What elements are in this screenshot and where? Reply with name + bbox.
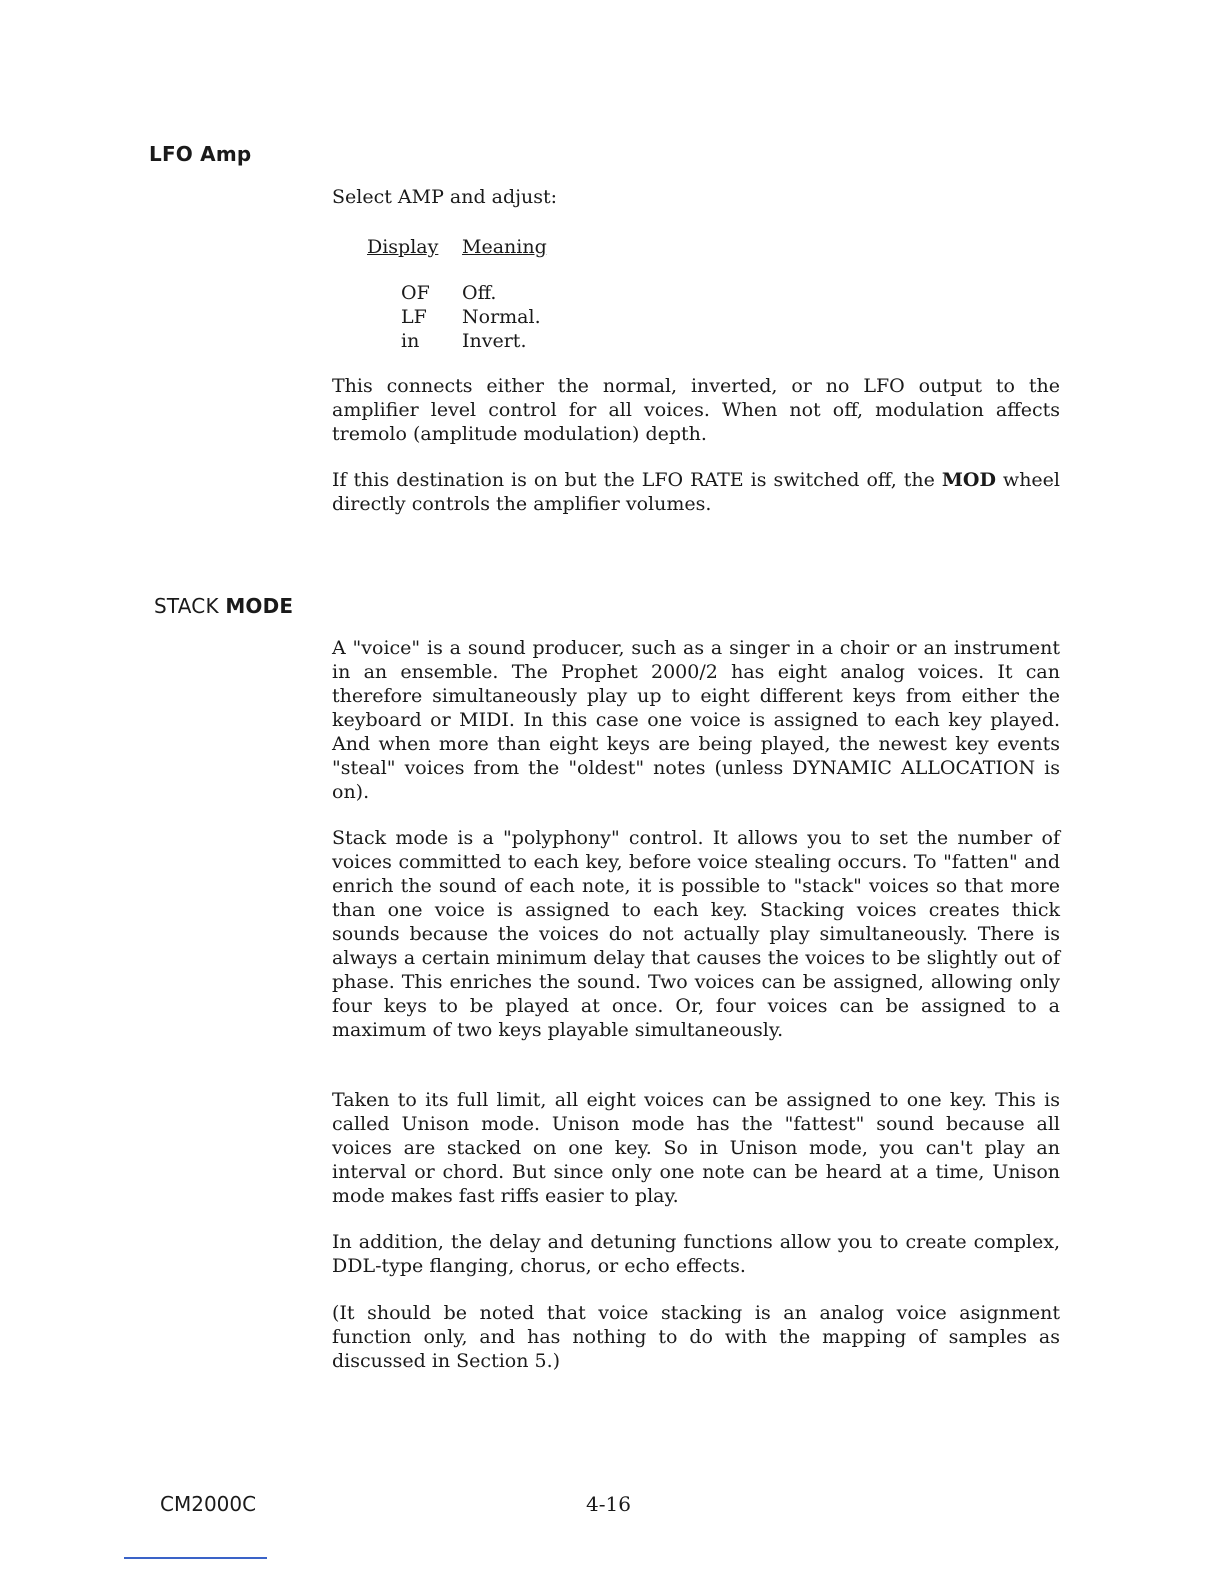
display-meaning-table <box>367 235 547 353</box>
section-heading-stack-mode: STACK MODE <box>154 594 294 618</box>
stack-mode-paragraph-3 <box>332 1088 1060 1208</box>
paragraph-text-part: wheel directly controls the amplifier volumes. <box>332 469 1061 515</box>
meaning-column-header: Meaning <box>462 236 547 258</box>
stack-mode-paragraph-1 <box>332 636 1060 804</box>
lfo-amp-paragraph-2 <box>332 468 1060 516</box>
paragraph-text: Stack mode is a "polyphony" control. It allows you to set the number of voices committed to each key, before voice stealing occurs. To "fatten" and enrich the sound of each note, it is possible to "stack" voices so that more than one voice is assigned to each key. Stacking voices creates thick sounds because the voices do not actually play simultaneously. There is always a certain minimum delay that causes the voices to be slightly out of phase. This enriches the sound. Two voices can be assigned, allowing only four keys to be played at once. Or, four voices can be assigned to a maximum of two keys playable simultaneously. <box>332 827 1060 1041</box>
bottom-divider <box>124 1557 267 1559</box>
display-code: LF <box>401 306 427 328</box>
table-row <box>367 305 547 329</box>
display-meaning: Invert. <box>462 330 527 352</box>
paragraph-text: This connects either the normal, inverted, or no LFO output to the amplifier level control for all voices. When not off, modulation affects tremolo (amplitude modulation) depth. <box>332 375 1060 445</box>
table-row <box>367 329 547 353</box>
display-meaning: Off. <box>462 282 497 304</box>
paragraph-text: (It should be noted that voice stacking is an analog voice asignment function only, and has nothing to do with the mapping of samples as discussed in Section 5.) <box>332 1302 1060 1372</box>
paragraph-text: A "voice" is a sound producer, such as a singer in a choir or an instrument in an ensemble. The Prophet 2000/2 has eight analog voices. It can therefore simultaneously play up to eight different keys from either the keyboard or MIDI. In this case one voice is assigned to each key played. And when more than eight keys are being played, the newest key events "steal" voices from the "oldest" notes (unless DYNAMIC ALLOCATION is on). <box>332 637 1060 803</box>
paragraph-text: Taken to its full limit, all eight voices can be assigned to one key. This is called Unison mode. Unison mode has the "fattest" sound because all voices are stacked on one key. So in Unison mode, you can't play an interval or chord. But since only one note can be heard at a time, Unison mode makes fast riffs easier to play. <box>332 1089 1060 1207</box>
paragraph-text <box>332 468 1060 516</box>
footer-page-number: 4-16 <box>586 1492 631 1516</box>
mod-bold-term: MOD <box>941 469 996 491</box>
display-code: in <box>401 330 420 352</box>
table-row <box>367 281 547 305</box>
display-column-header: Display <box>367 236 439 258</box>
lfo-amp-paragraph-1 <box>332 374 1060 446</box>
table-header-row <box>367 235 547 281</box>
section-heading-lfo-amp: LFO Amp <box>149 142 252 166</box>
paragraph-text-part: If this destination is on but the LFO RATE is switched off, the <box>332 469 942 491</box>
display-code: OF <box>401 282 430 304</box>
footer-doc-code: CM2000C <box>160 1492 257 1516</box>
display-meaning: Normal. <box>462 306 541 328</box>
stack-mode-paragraph-4 <box>332 1230 1060 1278</box>
stack-mode-paragraph-5 <box>332 1301 1060 1373</box>
lfo-amp-intro: Select AMP and adjust: <box>332 186 558 208</box>
paragraph-text: In addition, the delay and detuning functions allow you to create complex, DDL-type flanging, chorus, or echo effects. <box>332 1231 1060 1277</box>
stack-mode-paragraph-2 <box>332 826 1060 1042</box>
